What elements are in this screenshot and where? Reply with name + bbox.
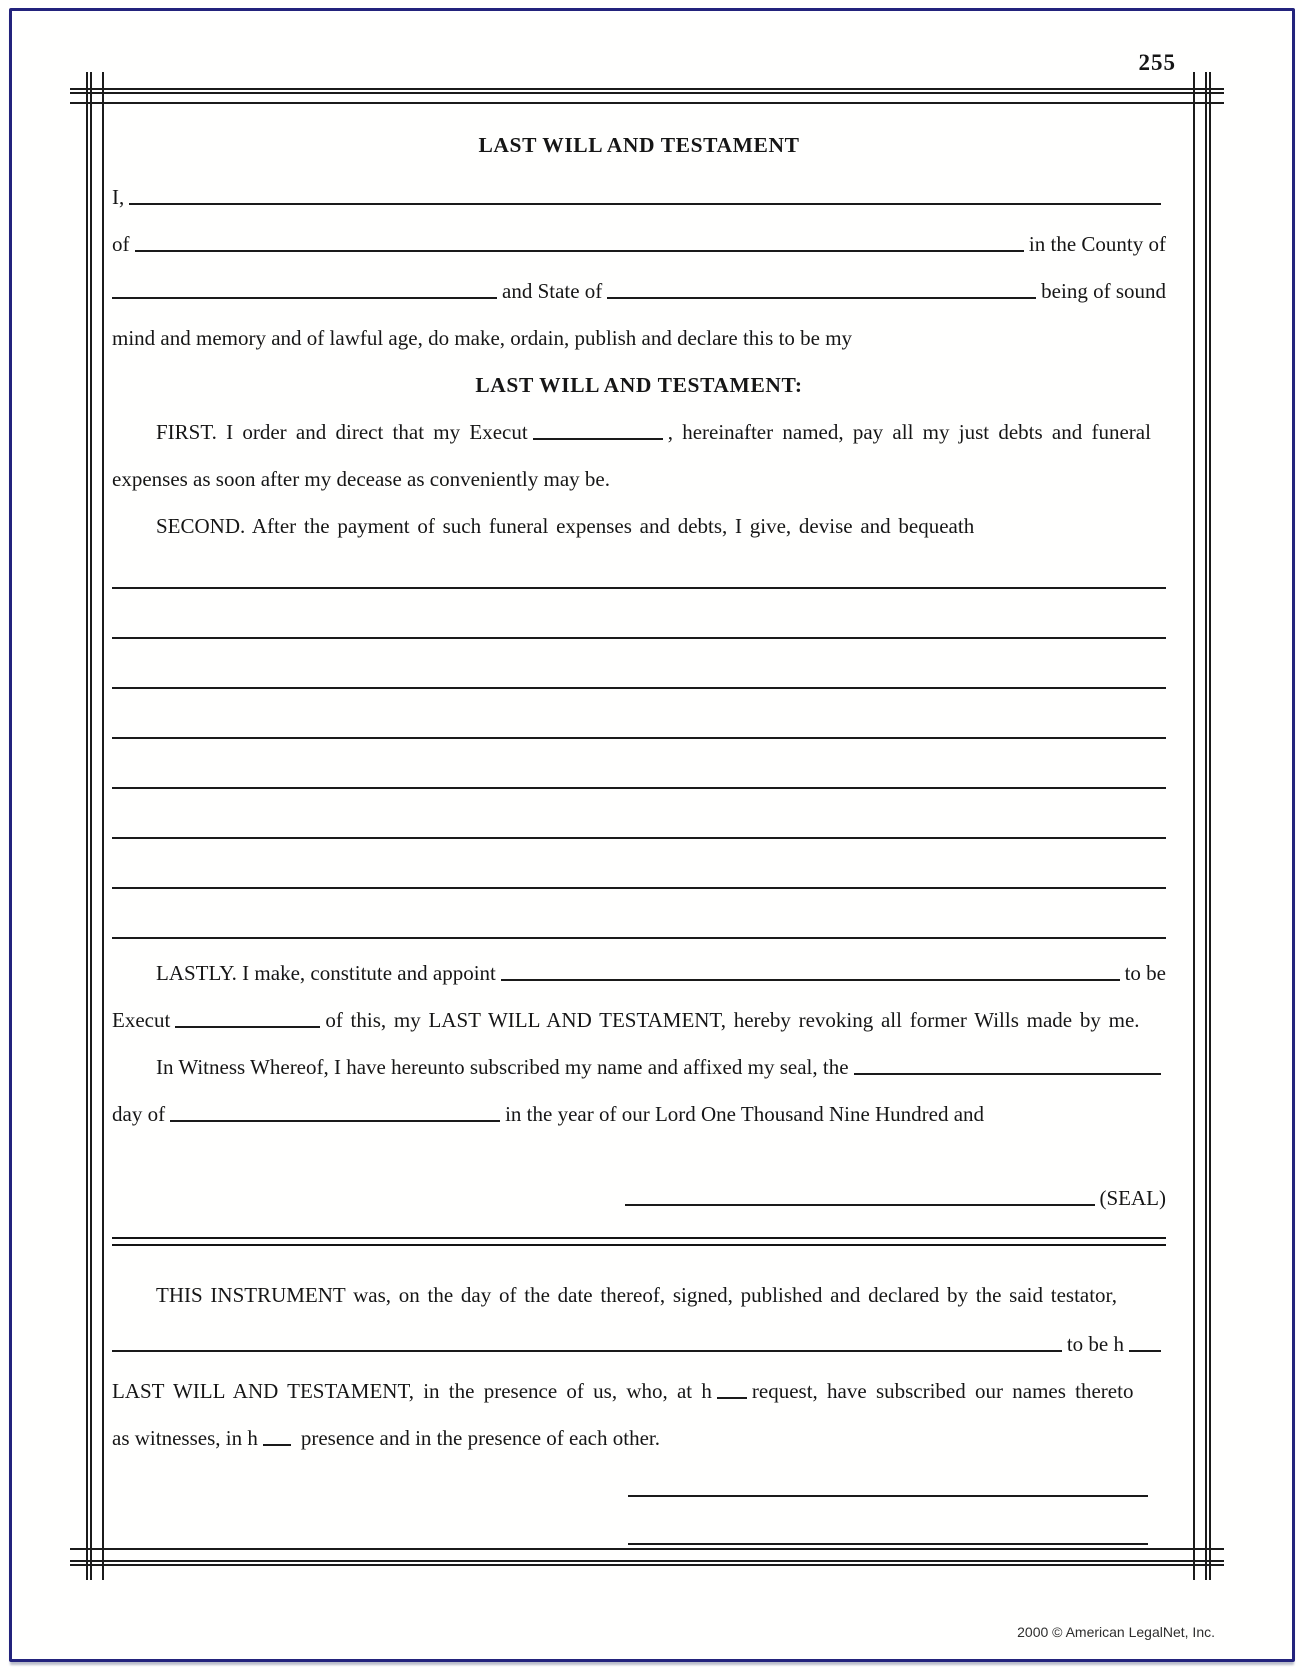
copyright-footer: 2000 © American LegalNet, Inc. <box>1017 1624 1215 1640</box>
border-bottom-line <box>70 1548 1224 1550</box>
bequest-blank-line <box>112 539 1166 589</box>
in-witness-row <box>112 1033 1166 1080</box>
presence-pre-text: LAST WILL AND TESTAMENT, in the presence of us, who, at h <box>112 1379 712 1403</box>
witnesses-row <box>112 1404 1166 1451</box>
residence-blank <box>135 250 1024 252</box>
testator-signature-blank <box>625 1204 1095 1206</box>
subtitle-row <box>112 351 1166 398</box>
presence-row <box>112 1357 1166 1404</box>
day-of-label: day of <box>112 1102 166 1126</box>
second-clause-row <box>112 492 1166 539</box>
residence-row <box>112 210 1166 257</box>
second-clause-text: SECOND. After the payment of such funeral expenses and debts, I give, devise and bequeath <box>156 514 975 538</box>
testator-name-blank <box>112 1350 1062 1352</box>
testator-name-blank <box>129 203 1161 205</box>
bequest-blank-line <box>112 889 1166 939</box>
day-blank <box>854 1073 1161 1075</box>
to-be-h-text: to be h <box>1066 1332 1124 1356</box>
first-clause-pre: FIRST. I order and direct that my Execut <box>156 420 528 444</box>
executor-gender-blank <box>175 1026 320 1028</box>
gender-blank <box>263 1444 291 1446</box>
border-top-line <box>70 92 1224 94</box>
form-subtitle: LAST WILL AND TESTAMENT: <box>475 373 803 397</box>
year-text: in the year of our Lord One Thousand Nine Hundred and <box>505 1102 985 1126</box>
first-clause-row <box>112 398 1166 445</box>
first-clause-cont: expenses as soon after my decease as conveniently may be. <box>112 467 610 491</box>
witnesses-post-text: presence and in the presence of each other. <box>300 1426 660 1450</box>
lastly-clause-post: to be <box>1124 961 1166 985</box>
month-blank <box>170 1120 500 1122</box>
declaration-text: mind and memory and of lawful age, do make, ordain, publish and declare this to be my <box>112 326 853 350</box>
bequest-blank-line <box>112 589 1166 639</box>
bequest-blank-line <box>112 689 1166 739</box>
border-bottom-line <box>70 1560 1224 1562</box>
border-right-line <box>1193 72 1195 1580</box>
day-of-row <box>112 1080 1166 1127</box>
seal-label: (SEAL) <box>1099 1186 1166 1210</box>
border-bottom-line <box>70 1564 1224 1566</box>
gender-blank <box>717 1397 747 1399</box>
section-divider-double-rule <box>112 1237 1166 1246</box>
executor-name-blank <box>501 979 1120 981</box>
executor-row <box>112 986 1166 1033</box>
bequest-blank-line <box>112 839 1166 889</box>
form-body <box>112 112 1166 1545</box>
border-left-line <box>86 72 88 1580</box>
witness-signature-line <box>628 1495 1148 1497</box>
bequest-blank-line <box>112 789 1166 839</box>
first-clause-cont-row <box>112 445 1166 492</box>
county-state-row <box>112 257 1166 304</box>
instrument-row <box>112 1274 1166 1308</box>
county-blank <box>112 297 497 299</box>
page-number: 255 <box>1138 50 1176 75</box>
state-label: and State of <box>502 279 603 303</box>
state-blank <box>607 297 1036 299</box>
presence-post-text: request, have subscribed our names thereto <box>751 1379 1134 1403</box>
first-clause-post: , hereinafter named, pay all my just debts and funeral <box>667 420 1151 444</box>
to-be-h-row <box>112 1308 1166 1357</box>
seal-row <box>112 1161 1166 1211</box>
sound-mind-label: being of sound <box>1041 279 1166 303</box>
border-top-line <box>70 102 1224 104</box>
execut-label: Execut <box>112 1008 171 1032</box>
border-right-line <box>1205 72 1207 1580</box>
bequest-blank-line <box>112 739 1166 789</box>
county-label: in the County of <box>1028 232 1166 256</box>
of-label: of <box>112 232 130 256</box>
executor-gender-blank <box>533 438 663 440</box>
in-witness-text: In Witness Whereof, I have hereunto subscribed my name and affixed my seal, the <box>156 1055 849 1079</box>
border-left-line <box>102 72 104 1580</box>
witnesses-pre-text: as witnesses, in h <box>112 1426 258 1450</box>
border-left-line <box>90 72 92 1580</box>
revocation-text: of this, my LAST WILL AND TESTAMENT, hereby revoking all former Wills made by me. <box>325 1008 1140 1032</box>
testator-name-row <box>112 160 1166 210</box>
bequest-blank-line <box>112 639 1166 689</box>
i-label: I, <box>112 185 125 209</box>
gender-blank <box>1129 1350 1161 1352</box>
lastly-clause-pre: LASTLY. I make, constitute and appoint <box>156 961 496 985</box>
border-right-line <box>1209 72 1211 1580</box>
border-top-line <box>70 88 1224 90</box>
form-title: LAST WILL AND TESTAMENT <box>478 133 800 157</box>
instrument-text: THIS INSTRUMENT was, on the day of the date thereof, signed, published and declared by the said testator, <box>156 1283 1117 1307</box>
declaration-row <box>112 304 1166 351</box>
witness-signature-line <box>628 1543 1148 1545</box>
lastly-clause-row <box>112 939 1166 986</box>
